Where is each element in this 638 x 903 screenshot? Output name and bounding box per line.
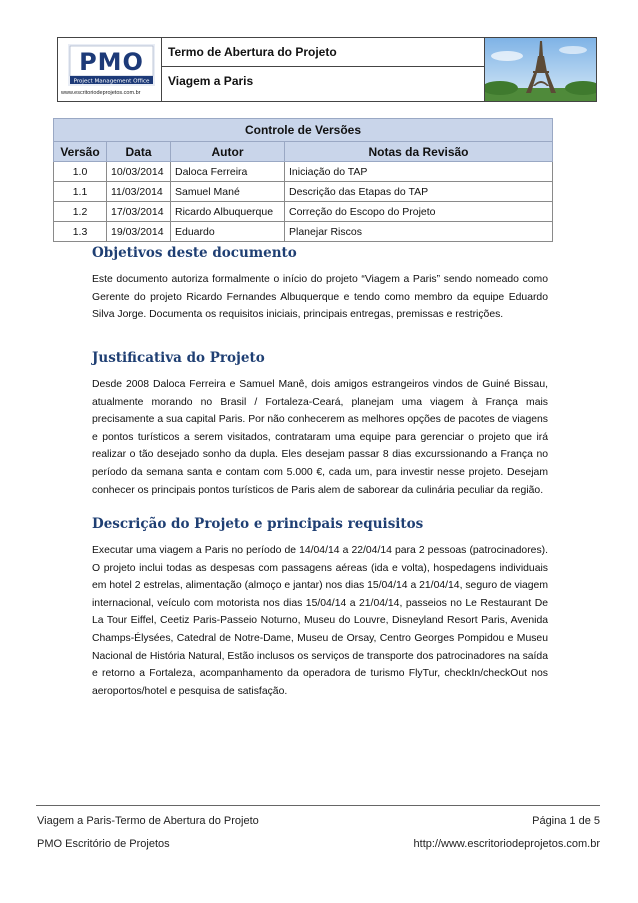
notes-cell: Iniciação do TAP [285,162,553,182]
section-project-description [92,516,548,700]
header-subtitle-row [162,66,484,101]
footer-document-name: Viagem a Paris-Termo de Abertura do Projeto [37,815,259,827]
logo-cell [58,38,162,101]
author-cell: Eduardo [171,222,285,242]
section-heading: Objetivos deste documento [92,245,297,261]
table-row [54,202,553,222]
table-row [54,182,553,202]
date-cell: 10/03/2014 [107,162,171,182]
project-name: Viagem a Paris [168,74,254,88]
column-header-date: Data [107,142,171,162]
footer-website-link[interactable]: http://www.escritoriodeprojetos.com.br [413,838,600,850]
table-row [54,162,553,182]
version-control-table [53,118,553,242]
section-heading: Justificativa do Projeto [92,350,265,366]
notes-cell: Descrição das Etapas do TAP [285,182,553,202]
notes-cell: Correção do Escopo do Projeto [285,202,553,222]
document-title: Termo de Abertura do Projeto [168,45,337,59]
section-heading: Descrição do Projeto e principais requisitos [92,516,424,532]
column-header-version: Versão [54,142,107,162]
table-row [54,222,553,242]
version-cell: 1.1 [54,182,107,202]
date-cell: 19/03/2014 [107,222,171,242]
date-cell: 17/03/2014 [107,202,171,222]
column-header-notes: Notas da Revisão [285,142,553,162]
section-body: Este documento autoriza formalmente o início do projeto “Viagem a Paris” sendo nomeado como Gerente do projeto Ricardo Fernandes Albuquerque e tendo como membro da equipe Eduardo Silva Jorge. Documenta os requisitos iniciais, principais entregas, premissas e restrições. [92,274,548,321]
notes-cell: Planejar Riscos [285,222,553,242]
logo-url[interactable]: www.escritoriodeprojetos.com.br [61,90,141,96]
version-table-header-row [54,142,553,162]
column-header-author: Autor [171,142,285,162]
author-cell: Samuel Mané [171,182,285,202]
footer-page-number: Página 1 de 5 [532,815,600,827]
svg-text:Project Management Office: Project Management Office [73,78,150,85]
footer-divider [36,805,600,806]
document-header [57,37,597,102]
section-body: Executar uma viagem a Paris no período de 14/04/14 a 22/04/14 para 2 pessoas (patrocinadores). O projeto inclui todas as despesas com passagens aéreas (ida e volta), hospedagens individuais em hotel 2 estrelas, alimentação (almoço e jantar) nos dias 15/04/14 a 21/04/14, seguro de viagem internacional, veículo com motorista nos dias 15/04/14 a 21/04/14, passeios no Le Restaurant De La Tour Eiffel, Ceetiz Paris-Passeio Noturno, Museu do Louvre, Disneyland Resort Paris, Avenida Champs-Élysées, Catedral de Notre-Dame, Museu de Orsay, Centro Georges Pompidou e Museu Nacional de História Natural, Estão inclusos os serviços de transporte dos patrocinadores na saída e retorno a Fortaleza, acompanhamento da operadora de turismo FlyTur, checkIn/checkOut nos aeroportos/hotel e pesquisa de satisfação. [92,545,548,697]
version-cell: 1.0 [54,162,107,182]
pmo-logo [68,44,155,86]
author-cell: Daloca Ferreira [171,162,285,182]
version-cell: 1.3 [54,222,107,242]
section-justification [92,350,548,499]
version-cell: 1.2 [54,202,107,222]
footer-organization: PMO Escritório de Projetos [37,838,170,850]
header-title-row [162,38,484,67]
section-body: Desde 2008 Daloca Ferreira e Samuel Manê, dois amigos estrangeiros vindos de Guiné Bissau, atualmente morando no Brasil / Fortaleza-Ceará, planejam uma viagem à França mais precisamente a sua capital Paris. Por não conhecerem as melhores opções de pacotes de viagens e pontos turísticos a serem visitados, contrataram uma equipe para gerenciar o projeto que irá realizar o tão desejado sonho da dupla. Eles desejam passar 8 dias excurssionando a França no período da semana santa e contam com 5.000 €, cada um, para investir nesse projeto. Desejam conhecer os principais pontos turísticos de Paris alem de saborear da culinária peculiar da região. [92,379,548,496]
section-objectives [92,245,548,324]
eiffel-tower-image [485,38,596,101]
date-cell: 11/03/2014 [107,182,171,202]
author-cell: Ricardo Albuquerque [171,202,285,222]
svg-text:PMO: PMO [79,48,144,76]
header-title-cell [162,38,485,101]
version-table-caption: Controle de Versões [54,119,553,142]
